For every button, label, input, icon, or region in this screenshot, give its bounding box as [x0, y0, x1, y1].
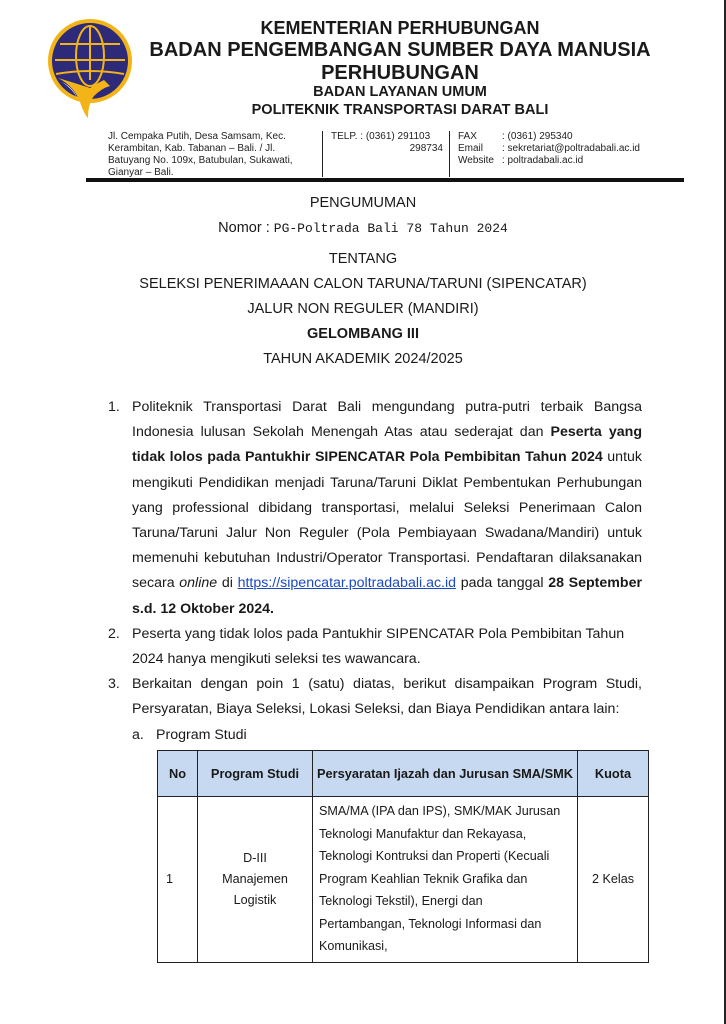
website: : poltradabali.ac.id [502, 155, 584, 166]
agency-name: BADAN PENGEMBANGAN SUMBER DAYA MANUSIA [149, 39, 651, 61]
header-quota: Kuota [578, 751, 649, 797]
subject-line-2: JALUR NON REGULER (MANDIRI) [247, 301, 479, 317]
registration-link[interactable]: https://sipencatar.poltradabali.ac.id [237, 575, 457, 592]
list-item: 1. Politeknik Transportasi Darat Bali mengundang putra-putri terbaik Bangsa Indonesia lulusan Sekolah Menengah Atas atau sederajat dan Peserta yang tidak lolos pada Pantukhir SIPENCATAR Pola Pembibitan Tahun 2024 untuk mengikuti Pendidikan menjadi Taruna/Taruni Diklat Pembentukan Perhubungan yang professional dibidang transportasi, melalui Seleksi Penerimaan Calon Taruna/Taruni Jalur Non Reguler (Pola Pembiayaan Swadana/Mandiri) untuk memenuhi kebutuhan Industri/Operator Transportasi. Pendaftaran dilaksanakan secara online di https://sipencatar.poltradabali.ac.id pada tanggal 28 September s.d. 12 Oktober 2024. [108, 399, 643, 617]
contact-block [108, 131, 678, 177]
list-item: 2. Peserta yang tidak lolos pada Pantukhir SIPENCATAR Pola Pembibitan Tahun 2024 hanya mengikuti seleksi tes wawancara. [108, 625, 625, 668]
unit-name: BADAN LAYANAN UMUM [313, 84, 487, 100]
agency-name-2: PERHUBUNGAN [321, 62, 479, 84]
subject-line-1: SELEKSI PENERIMAAAN CALON TARUNA/TARUNI (SIPENCATAR) [139, 276, 587, 292]
address: Jl. Cempaka Putih, Desa Samsam, Kec. Kerambitan, Kab. Tabanan – Bali. / Jl. Batuyang No. 109x, Batubulan, Sukawati, Gianyar – Bali. [108, 131, 293, 178]
header-requirements: Persyaratan Ijazah dan Jurusan SMA/SMK [313, 751, 578, 797]
academic-year: TAHUN AKADEMIK 2024/2025 [263, 351, 463, 367]
tentang: TENTANG [328, 251, 398, 267]
letterhead [140, 18, 660, 119]
header-no: No [158, 751, 198, 797]
fax-number: : (0361) 295340 [502, 131, 573, 142]
fax-email-website: FAX : (0361) 295340 Email : sekretariat@poltradabali.ac.id Website : poltradabali.ac.id [449, 131, 640, 177]
program-table [157, 750, 649, 963]
sub-item-program-studi: a. Program Studi [132, 726, 247, 743]
requirements: SMA/MA (IPA dan IPS), SMK/MAK Jurusan Teknologi Manufaktur dan Rekayasa, Teknologi Kontruksi dan Properti (Kecuali Program Keahlian Teknik Grafika dan Teknologi Tekstil), Energi dan Pertambangan, Teknologi Informasi dan Komunikasi, [313, 797, 578, 963]
announcement-heading [0, 191, 726, 372]
program-name: D-III Manajemen Logistik [198, 797, 313, 963]
ministry-name: KEMENTERIAN PERHUBUNGAN [260, 18, 540, 38]
kemenhub-logo-icon [44, 16, 136, 120]
header-program: Program Studi [198, 751, 313, 797]
announcement-body [108, 395, 642, 748]
telephone: TELP. : (0361) 291103 298734 [322, 131, 449, 177]
letterhead-divider [86, 178, 684, 182]
doc-title: PENGUMUMAN [309, 195, 417, 211]
wave: GELOMBANG III [307, 326, 419, 342]
email-address: : sekretariat@poltradabali.ac.id [502, 143, 640, 154]
list-item: 3. Berkaitan dengan poin 1 (satu) diatas, berikut disampaikan Program Studi, Persyaratan, Biaya Seleksi, Lokasi Seleksi, dan Biaya Pendidikan antara lain: [108, 676, 642, 718]
table-row: 1 D-III Manajemen Logistik SMA/MA (IPA dan IPS), SMK/MAK Jurusan Teknologi Manufaktur dan Rekayasa, Teknologi Kontruksi dan Properti (Kecuali Program Keahlian Teknik Grafika dan Teknologi Tekstil), Energi dan Pertambangan, Teknologi Informasi dan Komunikasi, 2 Kelas [158, 797, 649, 963]
doc-number: Nomor : PG-Poltrada Bali 78 Tahun 2024 [218, 220, 508, 236]
institution-name: POLITEKNIK TRANSPORTASI DARAT BALI [251, 102, 549, 118]
quota: 2 Kelas [578, 797, 649, 963]
